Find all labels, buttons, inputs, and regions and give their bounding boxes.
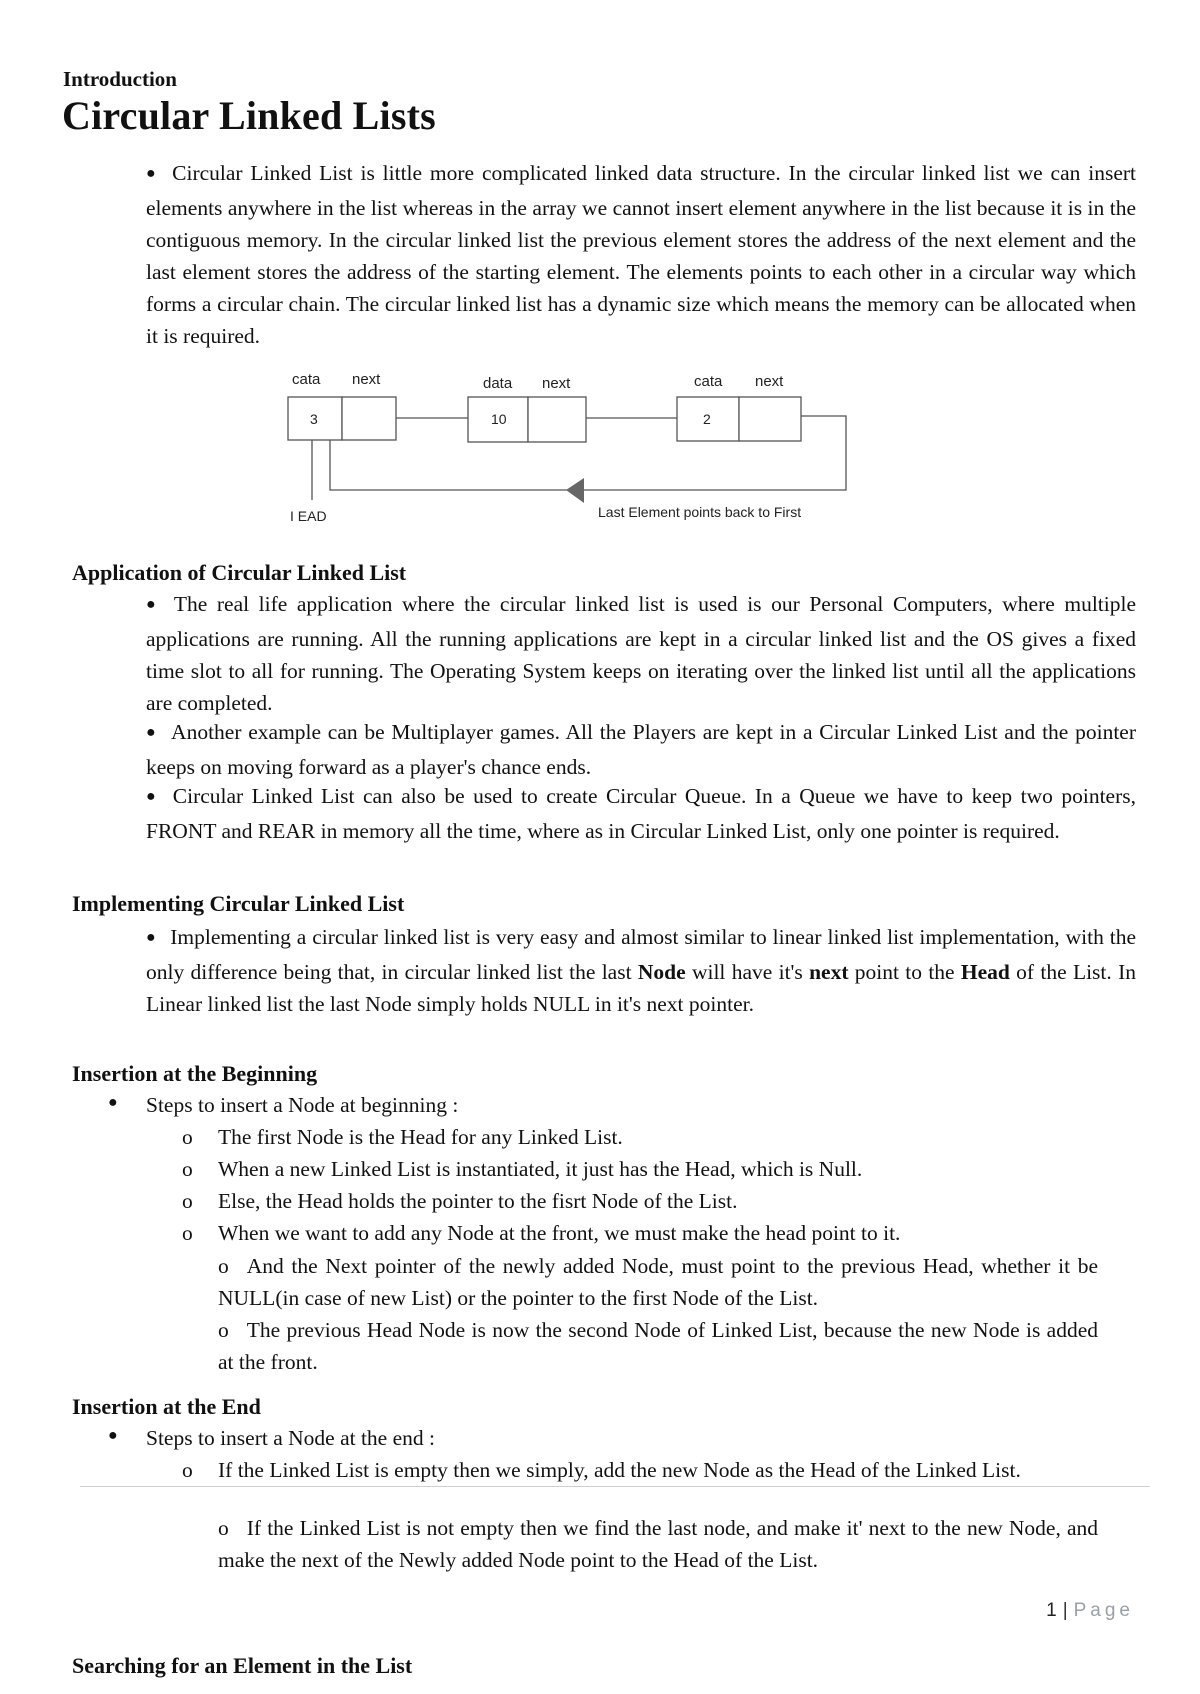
circle-marker: o: [182, 1157, 193, 1181]
node-3: [677, 373, 801, 441]
head-label: I EAD: [290, 508, 327, 524]
list-item: [108, 1153, 1148, 1185]
application-bullet-1-text: The real life application where the circular linked list is used is our Personal Computers, where multiple applications are running. All the running applications are kept in a circular linked list and the OS gives a fixed time slot to all for running. The Operating System keeps on iterating over the linked list until all the applications are completed.: [146, 592, 1137, 715]
page-title: Circular Linked Lists: [62, 93, 436, 138]
intro-text: Circular Linked List is little more complicated linked data structure. In the circular linked list we can insert elements anywhere in the list whereas in the array we cannot insert element anywhere in the list because it is in the contiguous memory. In the circular linked list the previous element stores the address of the next element and the last element stores the address of the starting element. The elements points to each other in a circular way which forms a circular chain. The circular linked list has a dynamic size which means the memory can be allocated when it is required.: [146, 161, 1136, 348]
implementing-bold-next: next: [809, 960, 849, 984]
node-1-value: 3: [310, 411, 318, 427]
list-item: [108, 1422, 1148, 1454]
application-bullet-1: [146, 588, 1136, 719]
implementing-paragraph: [146, 921, 1136, 1020]
node-2-next-box: [528, 397, 586, 442]
insert-end-list: [108, 1422, 1148, 1486]
node-1: [288, 371, 396, 440]
circle-marker: o: [182, 1458, 193, 1482]
circle-marker: o: [182, 1189, 193, 1213]
bullet-marker: ●: [146, 929, 157, 946]
insert-begin-item-3: Else, the Head holds the pointer to the fisrt Node of the List.: [218, 1189, 738, 1213]
insert-begin-item-4: When we want to add any Node at the front, we must make the head point to it.: [218, 1221, 901, 1245]
insert-begin-item-1: The first Node is the Head for any Linked List.: [218, 1125, 623, 1149]
node-3-next-label: next: [755, 373, 784, 390]
list-item: [108, 1454, 1148, 1486]
implementing-text-4: of the List. In Linear linked list the last Node simply holds NULL in it's next pointer.: [146, 960, 1136, 1016]
node-3-data-label: cata: [694, 373, 723, 390]
application-heading: Application of Circular Linked List: [72, 560, 407, 585]
node-3-value: 2: [703, 411, 711, 427]
implementing-text-3: point to the: [848, 960, 961, 984]
node-1-data-label: cata: [292, 371, 321, 388]
circle-marker: o: [218, 1318, 229, 1342]
node-2: [468, 375, 586, 442]
insert-begin-sub-item-1: [218, 1250, 1098, 1314]
bullet-marker: ●: [146, 165, 159, 182]
insert-begin-heading: Insertion at the Beginning: [72, 1061, 318, 1086]
node-2-next-label: next: [542, 375, 571, 392]
back-link-label: Last Element points back to First: [598, 504, 802, 520]
list-item: [108, 1217, 1148, 1249]
application-bullet-3-text: Circular Linked List can also be used to create Circular Queue. In a Queue we have to keep two pointers, FRONT and REAR in memory all the time, where as in Circular Linked List, only one pointer is required.: [146, 784, 1136, 843]
application-bullet-2-text: Another example can be Multiplayer games. All the Players are kept in a Circular Linked List and the pointer keeps on moving forward as a player's chance ends.: [146, 720, 1136, 779]
circle-marker: o: [182, 1125, 193, 1149]
insert-end-sub-item-1-text: If the Linked List is not empty then we find the last node, and make it' next to the new Node, and make the next of the Newly added Node point to the Head of the List.: [218, 1516, 1098, 1572]
page-label: Page: [1073, 1600, 1134, 1621]
page-footer: [1046, 1600, 1134, 1622]
insert-end-item-1: If the Linked List is empty then we simply, add the new Node as the Head of the Linked List.: [218, 1458, 1021, 1482]
circle-marker: o: [182, 1221, 193, 1245]
list-item: [108, 1089, 1148, 1121]
implementing-text-1: Implementing a circular linked list is very easy and almost similar to linear linked list implementation, with the only difference being that, in circular linked list the last: [146, 925, 1137, 984]
list-item: [108, 1185, 1148, 1217]
bullet-marker: ●: [108, 1094, 118, 1111]
insert-end-sub-item-1: [218, 1512, 1098, 1576]
bullet-marker: ●: [108, 1427, 118, 1444]
footer-separator: |: [1062, 1600, 1068, 1621]
intro-label: Introduction: [63, 67, 177, 91]
node-1-next-box: [342, 397, 396, 440]
implementing-bold-head: Head: [960, 960, 1010, 984]
page-break-rule: [80, 1486, 1150, 1487]
circular-list-diagram: [280, 360, 870, 530]
implementing-text-2: will have it's: [685, 960, 810, 984]
back-link-arrowhead: [566, 478, 584, 503]
insert-end-steps-label: Steps to insert a Node at the end :: [146, 1426, 435, 1450]
node-3-next-box: [739, 397, 801, 441]
page-number: 1: [1046, 1600, 1057, 1621]
searching-heading: Searching for an Element in the List: [72, 1653, 413, 1678]
insert-begin-steps-label: Steps to insert a Node at beginning :: [146, 1093, 459, 1117]
insert-end-heading: Insertion at the End: [72, 1394, 261, 1419]
insert-begin-sub-item-2-text: The previous Head Node is now the second Node of Linked List, because the new Node is added at the front.: [218, 1318, 1098, 1374]
node-2-value: 10: [491, 411, 507, 427]
application-bullet-2: [146, 716, 1136, 783]
implementing-heading: Implementing Circular Linked List: [72, 891, 405, 916]
insert-begin-list: [108, 1089, 1148, 1249]
list-item: [108, 1121, 1148, 1153]
application-bullet-3: [146, 780, 1136, 847]
bullet-marker: ●: [146, 788, 159, 805]
node-1-next-label: next: [352, 371, 381, 388]
insert-begin-sub-item-2: [218, 1314, 1098, 1378]
intro-paragraph: [146, 157, 1136, 352]
bullet-marker: ●: [146, 596, 160, 613]
implementing-bold-node: Node: [637, 960, 686, 984]
bullet-marker: ●: [146, 724, 158, 741]
insert-begin-sub-item-1-text: And the Next pointer of the newly added Node, must point to the previous Head, whether it be NULL(in case of new List) or the pointer to the first Node of the List.: [218, 1254, 1098, 1310]
insert-begin-item-2: When a new Linked List is instantiated, it just has the Head, which is Null.: [218, 1157, 863, 1181]
circle-marker: o: [218, 1254, 229, 1278]
circle-marker: o: [218, 1516, 229, 1540]
node-2-data-label: data: [483, 375, 513, 392]
